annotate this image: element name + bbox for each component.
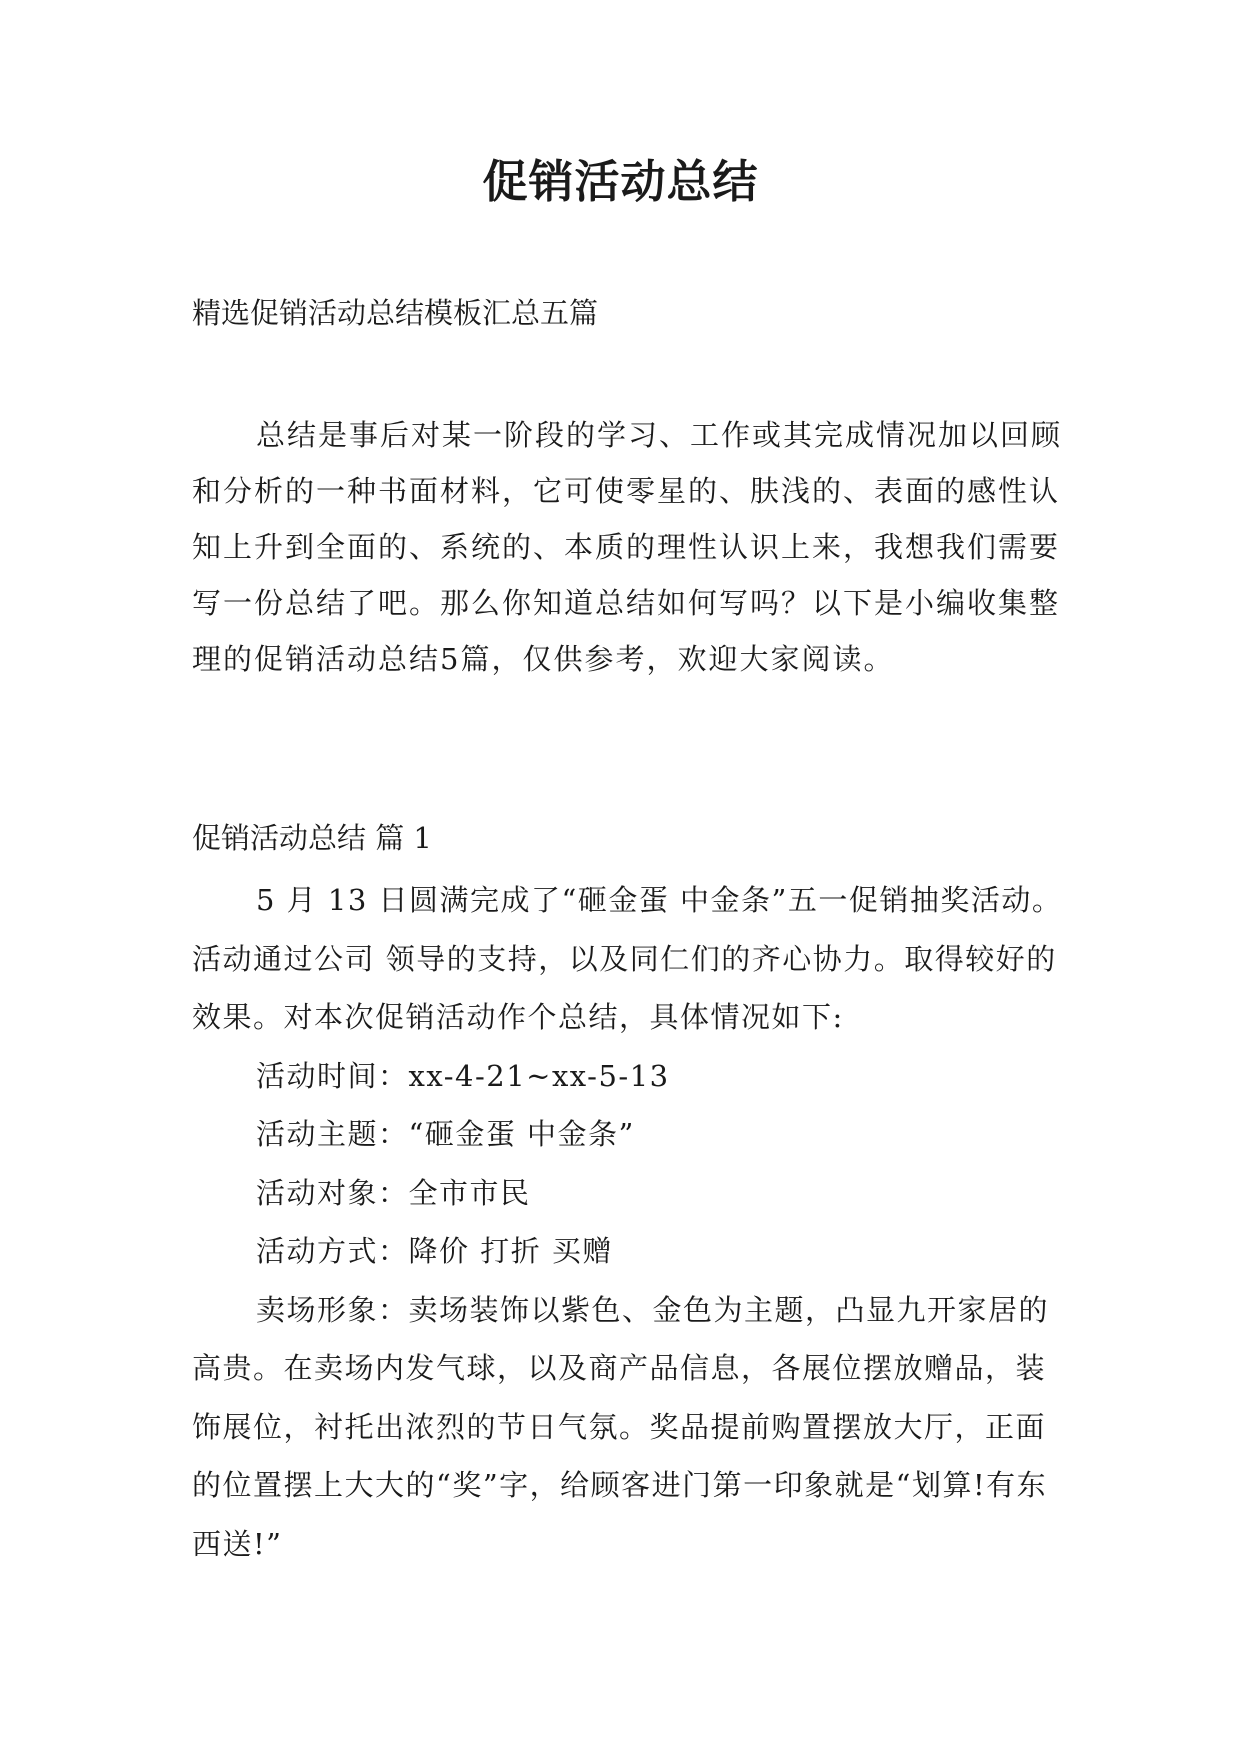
document-subtitle: 精选促销活动总结模板汇总五篇	[192, 296, 599, 330]
activity-audience: 活动对象：全市市民	[256, 1175, 531, 1210]
activity-theme: 活动主题：“砸金蛋 中金条”	[256, 1117, 635, 1151]
section-heading: 促销活动总结 篇 1	[192, 821, 432, 855]
document-title: 促销活动总结	[482, 155, 759, 208]
activity-time: 活动时间：xx-4-21~xx-5-13	[256, 1058, 670, 1093]
section-paragraph-summary: 5 月 13 日圆满完成了“砸金蛋 中金条”五一促销抽奖活动。活动通过公司 领导的支持，以及同仁们的齐心协力。取得较好的效果。对本次促销活动作个总结，具体情况如下:	[192, 883, 1063, 1034]
activity-method: 活动方式：降价 打折 买赠	[256, 1234, 613, 1268]
section-body	[192, 871, 1072, 1573]
intro-paragraph: 总结是事后对某一阶段的学习、工作或其完成情况加以回顾和分析的一种书面材料，它可使零星的、肤浅的、表面的感性认知上升到全面的、系统的、本质的理性认识上来，我想我们需要写一份总结了吧。那么你知道总结如何写吗？以下是小编收集整理的促销活动总结5篇，仅供参考，欢迎大家阅读。	[192, 418, 1063, 676]
store-image-paragraph: 卖场形象：卖场装饰以紫色、金色为主题，凸显九开家居的高贵。在卖场内发气球，以及商产品信息，各展位摆放赠品，装饰展位，衬托出浓烈的节日气氛。奖品提前购置摆放大厅，正面的位置摆上大大的“奖”字，给顾客进门第一印象就是“划算!有东西送!”	[192, 1292, 1050, 1561]
